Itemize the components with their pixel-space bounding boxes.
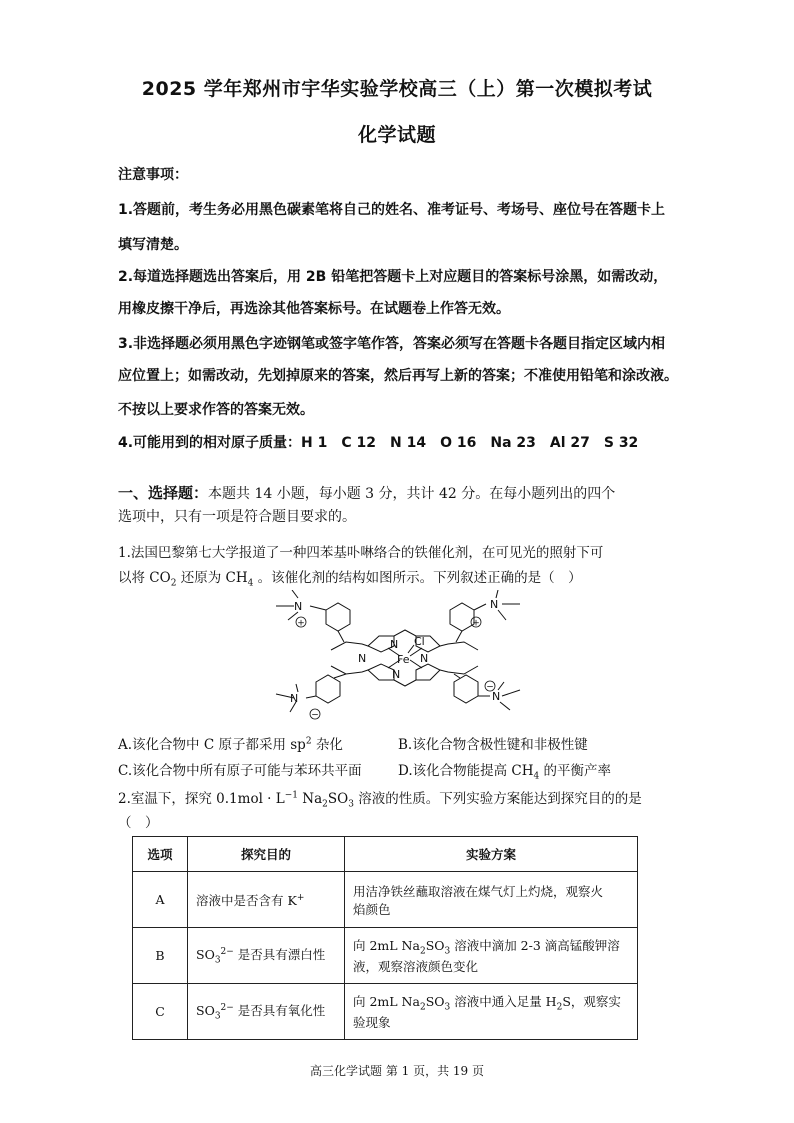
row-goal <box>188 984 345 1040</box>
n-atom-label: N <box>290 692 299 705</box>
phenyl-ring <box>454 675 478 703</box>
row-option: C <box>133 984 188 1040</box>
row-plan <box>345 984 638 1040</box>
subscript: 3 <box>444 946 451 957</box>
q2-text: SO <box>327 791 349 807</box>
q2-text: 2.室温下，探究 0.1mol · L <box>118 791 285 807</box>
cell-text: 溶液中滴加 2-3 滴高锰酸钾溶 <box>450 938 620 954</box>
cell-text: S，观察实 <box>562 994 621 1010</box>
header-plan: 实验方案 <box>345 837 638 872</box>
cell-line <box>353 936 629 957</box>
notice-line: 4.可能用到的相对原子质量：H 1 C 12 N 14 O 16 Na 23 Al 27 S 32 <box>118 435 639 451</box>
superscript: + <box>296 892 305 903</box>
subscript: 2 <box>322 799 328 810</box>
option-text: 的平衡产率 <box>539 763 612 779</box>
subscript: 3 <box>444 1002 451 1013</box>
row-option: A <box>133 872 188 928</box>
subscript: 3 <box>348 799 354 810</box>
n-atom-label: N <box>294 600 303 613</box>
table-header-row <box>133 837 638 872</box>
q2-stem-line2: （ ） <box>118 815 159 831</box>
subscript: 3 <box>214 955 221 966</box>
option-text: 杂化 <box>311 737 343 753</box>
subscript: 3 <box>214 1011 221 1022</box>
header-option: 选项 <box>133 837 188 872</box>
n-atom-label: N <box>490 598 499 611</box>
subscript: 2 <box>170 578 177 589</box>
cell-text: 向 2mL Na <box>353 994 420 1010</box>
q2-text: 溶液的性质。下列实验方案能达到探究目的的是 <box>353 791 642 807</box>
cell-line <box>353 992 629 1013</box>
subscript: 4 <box>247 578 254 589</box>
q1-text: 。该催化剂的结构如图所示。下列叙述正确的是（ ） <box>253 570 582 586</box>
superscript: 2− <box>220 1003 234 1014</box>
cell-text: SO <box>425 938 445 954</box>
table-row <box>133 928 638 984</box>
subject-title: 化学试题 <box>357 124 436 146</box>
cell-line: 用洁净铁丝蘸取溶液在煤气灯上灼烧，观察火 <box>353 883 604 899</box>
plus-charge-label: + <box>472 618 480 629</box>
q1-stem-line2 <box>118 566 582 589</box>
n-atom-label: N <box>390 638 399 651</box>
superscript: 2 <box>305 736 312 747</box>
cell-line: 焰颜色 <box>353 901 391 917</box>
cell-text: 是否具有漂白性 <box>233 947 326 963</box>
cell-text: SO <box>425 994 445 1010</box>
row-plan <box>345 872 638 928</box>
section-desc: 本题共 14 小题，每小题 3 分，共计 42 分。在每小题列出的四个 <box>208 486 616 502</box>
row-option: B <box>133 928 188 984</box>
minus-charge-label: − <box>311 710 319 721</box>
row-goal <box>188 872 345 928</box>
exam-title: 2025 学年郑州市宇华实验学校高三（上）第一次模拟考试 <box>141 78 653 100</box>
notice-line: 用橡皮擦干净后，再选涂其他答案标号。在试题卷上作答无效。 <box>118 301 510 317</box>
section-heading <box>118 482 615 503</box>
catalyst-structure-diagram <box>268 590 528 725</box>
q1-text: 以将 CO <box>118 570 171 586</box>
section-label: 一、选择题： <box>118 484 209 502</box>
plus-charge-label: + <box>297 618 305 629</box>
experiment-table <box>132 836 638 1040</box>
phenyl-ring <box>316 675 340 703</box>
n-atom-label: N <box>392 668 401 681</box>
q1-stem-line1: 1.法国巴黎第七大学报道了一种四苯基卟啉络合的铁催化剂，在可见光的照射下可 <box>118 545 604 561</box>
cell-text: 溶液中通入足量 H <box>450 994 557 1010</box>
notice-line: 2.每道选择题选出答案后，用 2B 铅笔把答题卡上对应题目的答案标号涂黑，如需改动， <box>118 269 668 285</box>
cell-text: SO <box>196 1003 215 1019</box>
q1-text: 还原为 CH <box>176 570 248 586</box>
cell-line: 液，观察溶液颜色变化 <box>353 958 479 974</box>
option-text: A.该化合物中 C 原子都采用 sp <box>118 737 306 753</box>
cell-text: 向 2mL Na <box>353 938 420 954</box>
n-atom-label: N <box>358 652 367 665</box>
page-footer: 高三化学试题 第 1 页，共 19 页 <box>310 1064 484 1078</box>
subscript: 2 <box>419 1002 426 1013</box>
notice-heading: 注意事项： <box>118 167 188 183</box>
phenyl-ring <box>326 603 350 631</box>
table-row <box>133 872 638 928</box>
cell-line: 验现象 <box>353 1014 391 1030</box>
n-atom-label: N <box>492 690 501 703</box>
row-plan <box>345 928 638 984</box>
minus-charge-label: − <box>486 682 494 693</box>
q1-option-a <box>118 733 343 753</box>
option-text: D.该化合物能提高 CH <box>398 763 534 779</box>
q1-option-b: B.该化合物含极性键和非极性键 <box>398 737 588 753</box>
n-atom-label: N <box>420 652 429 665</box>
cell-text: SO <box>196 947 215 963</box>
section-desc-2: 选项中，只有一项是符合题目要求的。 <box>118 509 356 525</box>
subscript: 4 <box>533 771 540 782</box>
subscript: 2 <box>419 946 426 957</box>
q1-option-d <box>398 759 611 782</box>
header-goal: 探究目的 <box>188 837 345 872</box>
table-row <box>133 984 638 1040</box>
notice-line: 填写清楚。 <box>118 237 188 253</box>
superscript: 2− <box>220 947 234 958</box>
q2-text: Na <box>298 791 323 807</box>
notice-line: 3.非选择题必须用黑色字迹钢笔或签字笔作答，答案必须写在答题卡各题目指定区域内相 <box>118 336 666 352</box>
cell-text: 是否具有氧化性 <box>233 1003 326 1019</box>
row-goal <box>188 928 345 984</box>
cl-atom-label: Cl <box>414 635 425 648</box>
notice-line: 1.答题前，考生务必用黑色碳素笔将自己的姓名、准考证号、考场号、座位号在答题卡上 <box>118 202 666 218</box>
superscript: −1 <box>284 790 299 801</box>
fe-atom-label: Fe <box>397 653 410 666</box>
q2-stem-line1 <box>118 787 642 810</box>
notice-line: 不按以上要求作答的答案无效。 <box>118 402 314 418</box>
subscript: 2 <box>556 1002 563 1013</box>
cell-text: 溶液中是否含有 K <box>196 892 297 908</box>
q1-option-c: C.该化合物中所有原子可能与苯环共平面 <box>118 763 362 779</box>
phenyl-ring <box>450 603 474 631</box>
notice-line: 应位置上；如需改动，先划掉原来的答案，然后再写上新的答案；不准使用铅笔和涂改液。 <box>118 368 678 384</box>
